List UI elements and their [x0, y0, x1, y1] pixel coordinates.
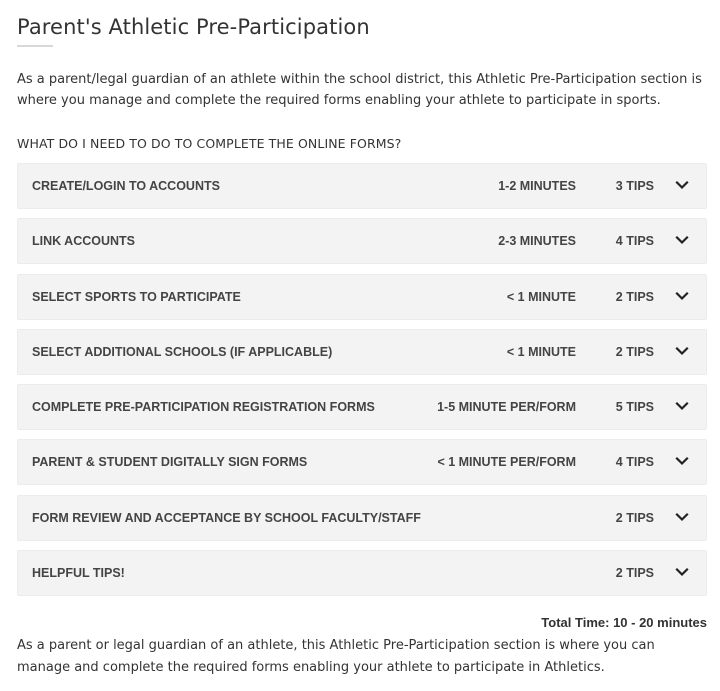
chevron-down-icon[interactable]: [675, 399, 689, 413]
chevron-down-icon[interactable]: [675, 178, 689, 192]
accordion-item-label: FORM REVIEW AND ACCEPTANCE BY SCHOOL FACULTY/STAFF: [32, 510, 421, 525]
accordion-item-additional-schools[interactable]: [17, 329, 707, 375]
accordion-item-time: < 1 MINUTE PER/FORM: [437, 455, 576, 470]
accordion-item-label: CREATE/LOGIN TO ACCOUNTS: [32, 179, 220, 193]
accordion-item-tips: 2 TIPS: [615, 566, 654, 581]
accordion-item-label: LINK ACCOUNTS: [32, 234, 136, 249]
accordion-item-time: 2-3 MINUTES: [498, 234, 576, 249]
chevron-down-icon[interactable]: [675, 344, 689, 358]
accordion-item-label: SELECT SPORTS TO PARTICIPATE: [32, 289, 241, 304]
page-title: Parent's Athletic Pre-Participation: [17, 15, 370, 39]
accordion-item-sign-forms[interactable]: [17, 439, 707, 485]
accordion-item-link-accounts[interactable]: [17, 218, 707, 264]
total-time-value: 10 - 20 minutes: [613, 615, 707, 630]
total-time-label: Total Time:: [541, 615, 610, 630]
accordion-item-label: COMPLETE PRE-PARTICIPATION REGISTRATION FORMS: [32, 400, 375, 415]
accordion-item-label: HELPFUL TIPS!: [32, 566, 125, 581]
accordion-item-tips: 2 TIPS: [615, 289, 654, 304]
accordion-item-helpful-tips[interactable]: [17, 550, 707, 596]
steps-accordion: [17, 163, 707, 605]
accordion-item-tips: 3 TIPS: [615, 179, 654, 193]
section-question: WHAT DO I NEED TO DO TO COMPLETE THE ONLINE FORMS?: [17, 136, 402, 151]
accordion-item-select-sports[interactable]: [17, 274, 707, 320]
accordion-item-time: 1-5 MINUTE PER/FORM: [437, 400, 576, 415]
chevron-down-icon[interactable]: [675, 565, 689, 579]
accordion-item-time: 1-2 MINUTES: [498, 179, 576, 193]
accordion-item-tips: 2 TIPS: [615, 510, 654, 525]
accordion-item-registration-forms[interactable]: [17, 384, 707, 430]
accordion-item-time: < 1 MINUTE: [506, 344, 576, 359]
accordion-item-form-review[interactable]: [17, 495, 707, 541]
chevron-down-icon[interactable]: [675, 454, 689, 468]
chevron-down-icon[interactable]: [675, 233, 689, 247]
accordion-item-tips: 5 TIPS: [615, 400, 654, 415]
accordion-item-label: SELECT ADDITIONAL SCHOOLS (IF APPLICABLE): [32, 344, 333, 359]
total-time: [541, 615, 707, 630]
accordion-item-tips: 4 TIPS: [615, 455, 654, 470]
intro-text: As a parent/legal guardian of an athlete within the school district, this Athletic Pre-Participation section is where you manage and complete the required forms enabling your athlete to participate in sports.: [17, 72, 702, 108]
title-underline: [17, 45, 53, 47]
accordion-item-tips: 4 TIPS: [615, 234, 654, 249]
accordion-item-time: < 1 MINUTE: [506, 289, 576, 304]
chevron-down-icon[interactable]: [675, 510, 689, 524]
accordion-item-create-login[interactable]: [17, 163, 707, 209]
footer-text: As a parent or legal guardian of an athlete, this Athletic Pre-Participation section is where you can manage and complete the required forms enabling your athlete to participate in Athletics.: [17, 638, 655, 675]
chevron-down-icon[interactable]: [675, 289, 689, 303]
accordion-item-tips: 2 TIPS: [615, 344, 654, 359]
accordion-item-label: PARENT & STUDENT DIGITALLY SIGN FORMS: [32, 455, 308, 470]
